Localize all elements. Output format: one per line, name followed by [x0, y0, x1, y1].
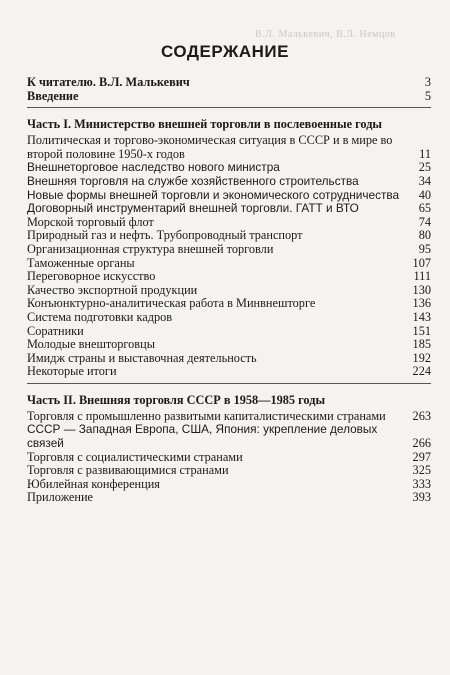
toc-entry-title: СССР — Западная Европа, США, Япония: укрепление деловых связей — [27, 422, 378, 451]
toc-entry — [27, 189, 431, 203]
toc-entry-title: Качество экспортной продукции — [27, 282, 198, 297]
part-heading: Часть I. Министерство внешней торговли в послевоенные годы — [27, 117, 383, 132]
table-of-contents — [27, 76, 431, 505]
toc-entry — [27, 478, 431, 492]
toc-page-number: 130 — [412, 282, 431, 297]
toc-page-number: 3 — [424, 75, 431, 89]
toc-page-number: 34 — [418, 173, 431, 188]
toc-entry — [27, 284, 431, 298]
toc-entry-title: Торговля с промышленно развитыми капиталистическими странами — [27, 408, 386, 423]
toc-page-number: 325 — [412, 463, 431, 478]
toc-page-number: 11 — [419, 146, 431, 161]
toc-entry — [27, 243, 431, 257]
toc-entry — [27, 257, 431, 271]
toc-entry — [27, 175, 431, 189]
toc-entry — [27, 451, 431, 465]
toc-page-number: 263 — [412, 408, 431, 423]
toc-entry — [27, 229, 431, 243]
toc-entry — [27, 352, 431, 366]
toc-page-number: 136 — [412, 296, 431, 311]
toc-entry-title: Некоторые итоги — [27, 364, 117, 379]
toc-page-number: 95 — [418, 241, 431, 256]
toc-page-number: 266 — [412, 436, 431, 451]
toc-entry — [27, 134, 431, 161]
toc-entry-title: Конъюнктурно-аналитическая работа в Минвнешторге — [27, 296, 316, 311]
part-heading: Часть II. Внешняя торговля СССР в 1958—1985 годы — [27, 392, 326, 407]
toc-entry — [27, 202, 431, 216]
toc-entry — [27, 76, 431, 90]
toc-entry — [27, 338, 431, 352]
toc-page-number: 40 — [418, 187, 431, 202]
toc-entry-title: Организационная структура внешней торговли — [27, 241, 274, 256]
section-divider — [27, 107, 431, 108]
toc-entry — [27, 216, 431, 230]
section-divider — [27, 383, 431, 384]
toc-entry-title: Торговля с социалистическими странами — [27, 449, 243, 464]
toc-entry — [27, 491, 431, 505]
toc-page-number: 25 — [418, 160, 431, 175]
toc-entry — [27, 297, 431, 311]
toc-page-number: 393 — [412, 490, 431, 505]
toc-entry-title: Внешнеторговое наследство нового министра — [27, 160, 280, 175]
toc-entry-title: Торговля с развивающимися странами — [27, 463, 229, 478]
toc-entry — [27, 311, 431, 325]
toc-page-number: 107 — [412, 255, 431, 270]
toc-page-number: 192 — [412, 350, 431, 365]
toc-entry — [27, 410, 431, 424]
toc-entry-title: Приложение — [27, 490, 93, 505]
toc-entry-title: Юбилейная конференция — [27, 476, 160, 491]
toc-page-number: 297 — [412, 449, 431, 464]
toc-page-number: 74 — [418, 214, 431, 229]
toc-entry — [27, 325, 431, 339]
toc-entry-title: Переговорное искусство — [27, 269, 156, 284]
toc-page-number: 5 — [424, 88, 431, 103]
toc-entry-title: Имидж страны и выставочная деятельность — [27, 350, 257, 365]
toc-entry — [27, 90, 431, 104]
toc-entry — [27, 423, 431, 450]
bleed-through-text: В.Л. Малькевич, В.Л. Немцов — [255, 29, 396, 40]
toc-page-number: 224 — [412, 364, 431, 379]
toc-entry-title: К читателю. В.Л. Малькевич — [27, 75, 190, 89]
toc-entry-title: Политическая и торгово-экономическая ситуация в СССР и в мире во второй половине 1950-х годов — [27, 133, 393, 161]
toc-page-number: 151 — [412, 323, 431, 338]
toc-entry-title: Система подготовки кадров — [27, 309, 173, 324]
toc-entry-title: Соратники — [27, 323, 84, 338]
toc-entry-title: Введение — [27, 88, 79, 103]
toc-entry — [27, 464, 431, 478]
toc-entry — [27, 161, 431, 175]
toc-entry-title: Внешняя торговля на службе хозяйственного строительства — [27, 173, 359, 188]
toc-entry-title: Договорный инструментарий внешней торговли. ГАТТ и ВТО — [27, 201, 359, 216]
toc-entry-title: Новые формы внешней торговли и экономического сотрудничества — [27, 187, 400, 202]
toc-page-number: 80 — [418, 228, 431, 243]
toc-entry — [27, 365, 431, 379]
toc-entry-title: Природный газ и нефть. Трубопроводный транспорт — [27, 228, 303, 243]
toc-entry-title: Молодые внешторговцы — [27, 337, 155, 352]
toc-entry — [27, 270, 431, 284]
toc-entry-title: Морской торговый флот — [27, 214, 154, 229]
toc-page-number: 111 — [413, 269, 431, 284]
page-title: СОДЕРЖАНИЕ — [161, 42, 289, 61]
toc-page-number: 185 — [412, 337, 431, 352]
toc-page-number: 333 — [412, 476, 431, 491]
toc-entry-title: Таможенные органы — [27, 255, 135, 270]
toc-page-number: 143 — [412, 309, 431, 324]
toc-page-number: 65 — [418, 201, 431, 216]
